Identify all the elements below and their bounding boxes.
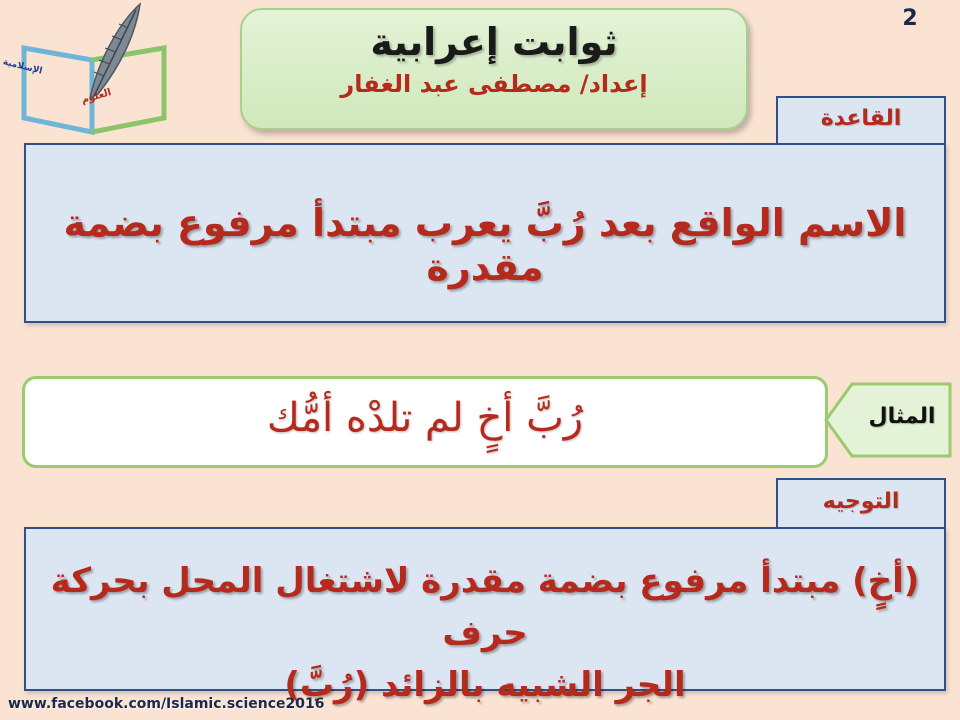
page-title: ثوابت إعرابية [370,20,618,64]
explanation-line-2: الجر الشبيه بالزائد (رُبَّ) [284,665,686,705]
example-label-tab [824,380,954,460]
author-credit: إعداد/ مصطفى عبد الغفار [340,70,648,98]
slide-number: 2 [902,6,918,31]
logo-text-right: العلوم [80,87,113,107]
example-label: المثال [868,404,936,429]
logo [1,2,168,134]
rule-label: القاعدة [820,106,902,131]
rule-label-tab [776,96,946,144]
logo-text-left: الإسلامية [1,57,44,77]
title-box [240,8,748,130]
quill-book-icon [1,2,168,134]
explanation-label-tab [776,478,946,528]
footer-link[interactable]: www.facebook.com/Islamic.science2016 [8,696,325,712]
rule-text: الاسم الواقع بعد رُبَّ يعرب مبتدأ مرفوع بضمة مقدرة [63,201,907,289]
explanation-label: التوجيه [822,489,900,514]
explanation-line-1: (أخٍ) مبتدأ مرفوع بضمة مقدرة لاشتغال المحل بحركة حرف [50,561,920,653]
example-box [22,376,828,468]
rule-panel [24,143,946,323]
example-text: رُبَّ أخٍ لم تلدْه أمُّك [266,395,584,441]
